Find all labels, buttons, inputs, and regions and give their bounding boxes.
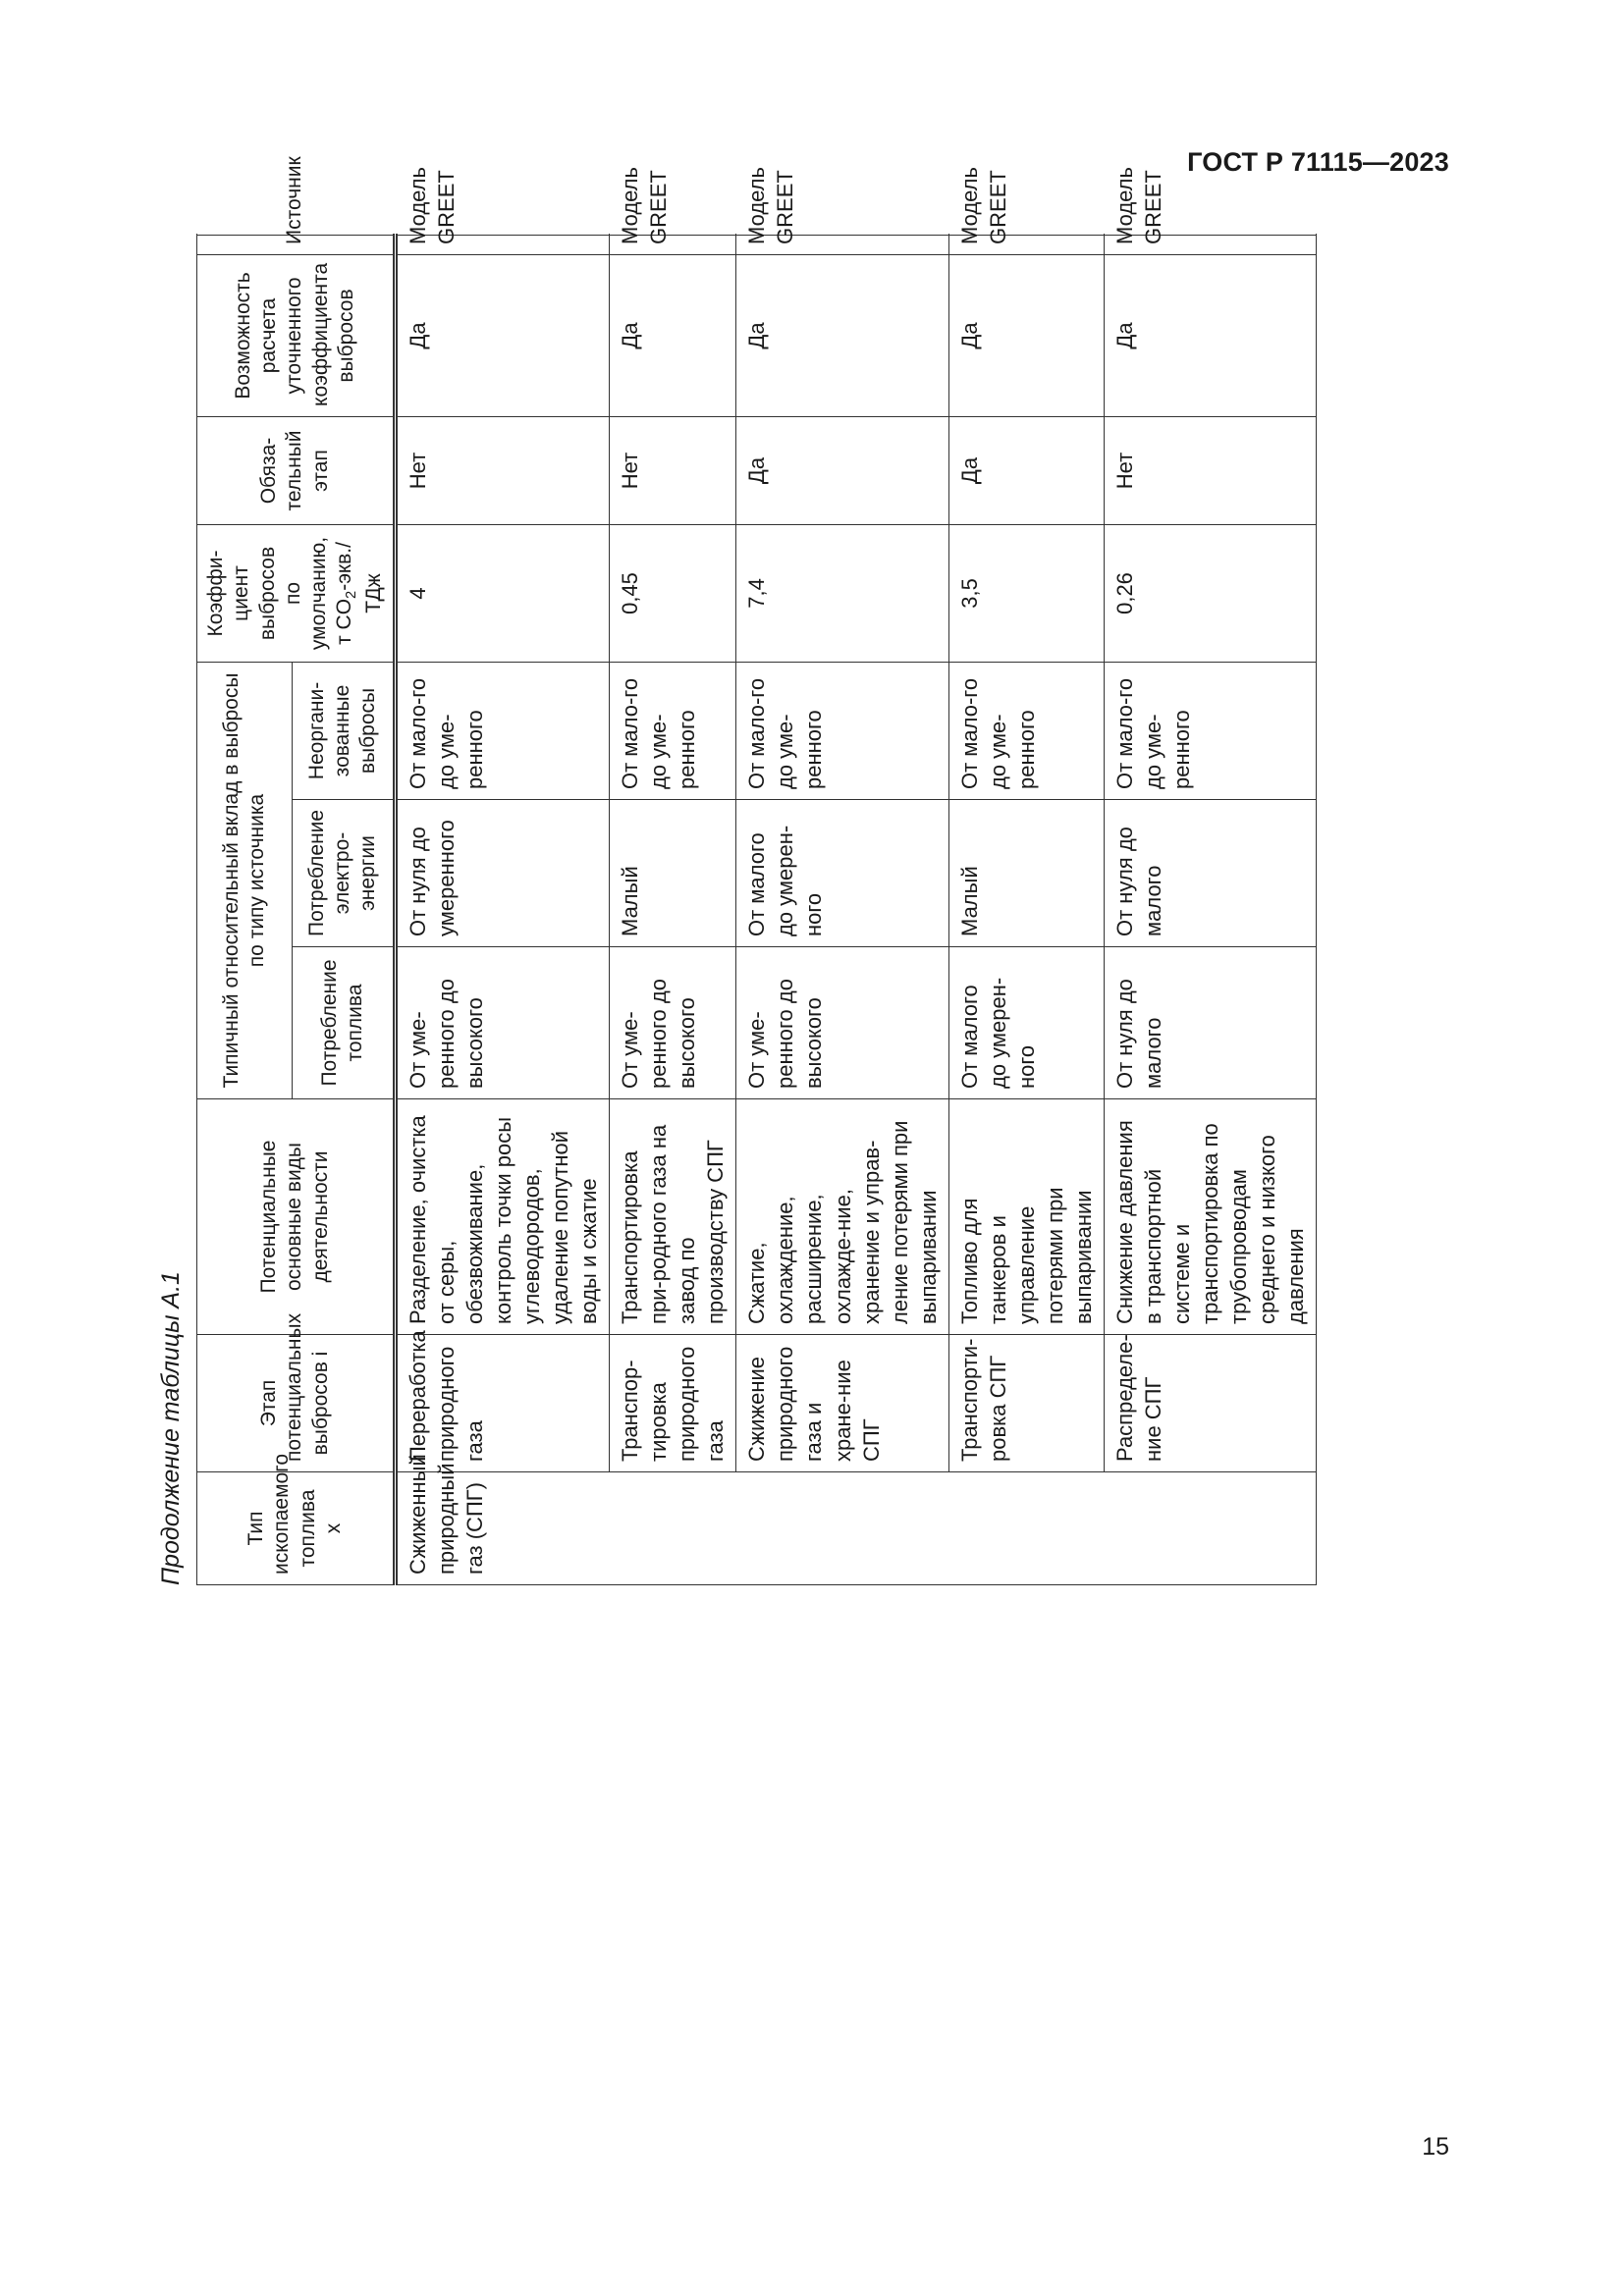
table-caption: Продолжение таблицы А.1 xyxy=(157,1271,185,1585)
table-row xyxy=(1104,235,1316,1584)
coefficient-cell: 3,5 xyxy=(948,524,1104,662)
coefficient-cell: 7,4 xyxy=(736,524,948,662)
refined-cell: Да xyxy=(396,254,610,416)
fugitive-cell: От мало-го до уме-ренного xyxy=(396,662,610,799)
activities-cell: Сжатие, охлаждение, расширение, охлажде-ние, хранение и управ-ление потерями при выпаривании xyxy=(736,1099,948,1335)
fugitive-cell: От мало-го до уме-ренного xyxy=(736,662,948,799)
fuel-consumption-cell: От нуля до малого xyxy=(1104,947,1316,1099)
power-consumption-cell: От нуля до малого xyxy=(1104,800,1316,947)
header-contribution-group: Типичный относительный вклад в выбросы по типу источника xyxy=(197,662,293,1098)
fugitive-cell: От мало-го до уме-ренного xyxy=(610,662,736,799)
coefficient-cell: 0,26 xyxy=(1104,524,1316,662)
stage-cell: Сжижение природного газа и хране-ние СПГ xyxy=(736,1335,948,1472)
activities-cell: Топливо для танкеров и управление потерями при выпаривании xyxy=(948,1099,1104,1335)
table-row xyxy=(948,235,1104,1584)
stage-cell: Транспорти-ровка СПГ xyxy=(948,1335,1104,1472)
power-consumption-cell: От малого до умерен-ного xyxy=(736,800,948,947)
fugitive-cell: От мало-го до уме-ренного xyxy=(948,662,1104,799)
source-cell: Модель GREET xyxy=(948,235,1104,254)
refined-cell: Да xyxy=(610,254,736,416)
stage-cell: Транспор-тировка природного газа xyxy=(610,1335,736,1472)
fuel-consumption-cell: От уме-ренного до высокого xyxy=(610,947,736,1099)
refined-cell: Да xyxy=(1104,254,1316,416)
coefficient-cell: 4 xyxy=(396,524,610,662)
power-consumption-cell: От нуля до умеренного xyxy=(396,800,610,947)
table-row xyxy=(736,235,948,1584)
refined-cell: Да xyxy=(736,254,948,416)
rotated-table-block xyxy=(157,156,1308,1585)
mandatory-cell: Нет xyxy=(396,416,610,524)
emissions-table xyxy=(196,156,1317,1585)
fugitive-cell: От мало-го до уме-ренного xyxy=(1104,662,1316,799)
fuel-consumption-cell: От уме-ренного до высокого xyxy=(396,947,610,1099)
header-fugitive: Неоргани-зованные выбросы xyxy=(293,662,396,799)
header-refined: Возможность расчета уточненного коэффициента выбросов xyxy=(197,254,396,416)
header-fuel-consumption: Потребление топлива xyxy=(293,947,396,1099)
header-power-consumption: Потребление электро-энергии xyxy=(293,800,396,947)
mandatory-cell: Да xyxy=(948,416,1104,524)
coefficient-cell: 0,45 xyxy=(610,524,736,662)
stage-cell: Распределе-ние СПГ xyxy=(1104,1335,1316,1472)
table-row xyxy=(610,235,736,1584)
mandatory-cell: Нет xyxy=(610,416,736,524)
header-activities: Потенциальные основные виды деятельности xyxy=(197,1099,396,1335)
source-cell: Модель GREET xyxy=(1104,235,1316,254)
fuel-type-cell: Сжиженный природный газ (СПГ) xyxy=(396,1472,1317,1585)
header-coefficient-prefix: Коэффи-циент выбросов по умолчанию, т CO xyxy=(204,536,356,651)
refined-cell: Да xyxy=(948,254,1104,416)
header-mandatory: Обяза-тельный этап xyxy=(197,416,396,524)
activities-cell: Разделение, очистка от серы, обезвоживание, контроль точки росы углеводородов, удаление попутной воды и сжатие xyxy=(396,1099,610,1335)
source-cell: Модель GREET xyxy=(736,235,948,254)
power-consumption-cell: Малый xyxy=(610,800,736,947)
document-code: ГОСТ Р 71115—2023 xyxy=(1187,147,1449,177)
fuel-consumption-cell: От уме-ренного до высокого xyxy=(736,947,948,1099)
activities-cell: Транспортировка при-родного газа на завод по производству СПГ xyxy=(610,1099,736,1335)
mandatory-cell: Нет xyxy=(1104,416,1316,524)
header-fuel-type: Тип ископаемого топлива x xyxy=(197,1472,396,1585)
stage-cell: Переработка природного газа xyxy=(396,1335,610,1472)
fuel-consumption-cell: От малого до умерен-ного xyxy=(948,947,1104,1099)
header-coefficient-suffix: -экв./ТДж xyxy=(333,542,385,614)
table-row xyxy=(396,235,610,1584)
header-stage: Этап потенциальных выбросов i xyxy=(197,1335,396,1472)
source-cell: Модель GREET xyxy=(396,235,610,254)
mandatory-cell: Да xyxy=(736,416,948,524)
power-consumption-cell: Малый xyxy=(948,800,1104,947)
header-source: Источник xyxy=(197,235,396,254)
activities-cell: Снижение давления в транспортной системе и транспортировка по трубопроводам среднего и низкого давления xyxy=(1104,1099,1316,1335)
page-number: 15 xyxy=(1422,2133,1449,2161)
header-coefficient-sub: 2 xyxy=(344,590,360,599)
header-coefficient xyxy=(197,524,396,662)
source-cell: Модель GREET xyxy=(610,235,736,254)
